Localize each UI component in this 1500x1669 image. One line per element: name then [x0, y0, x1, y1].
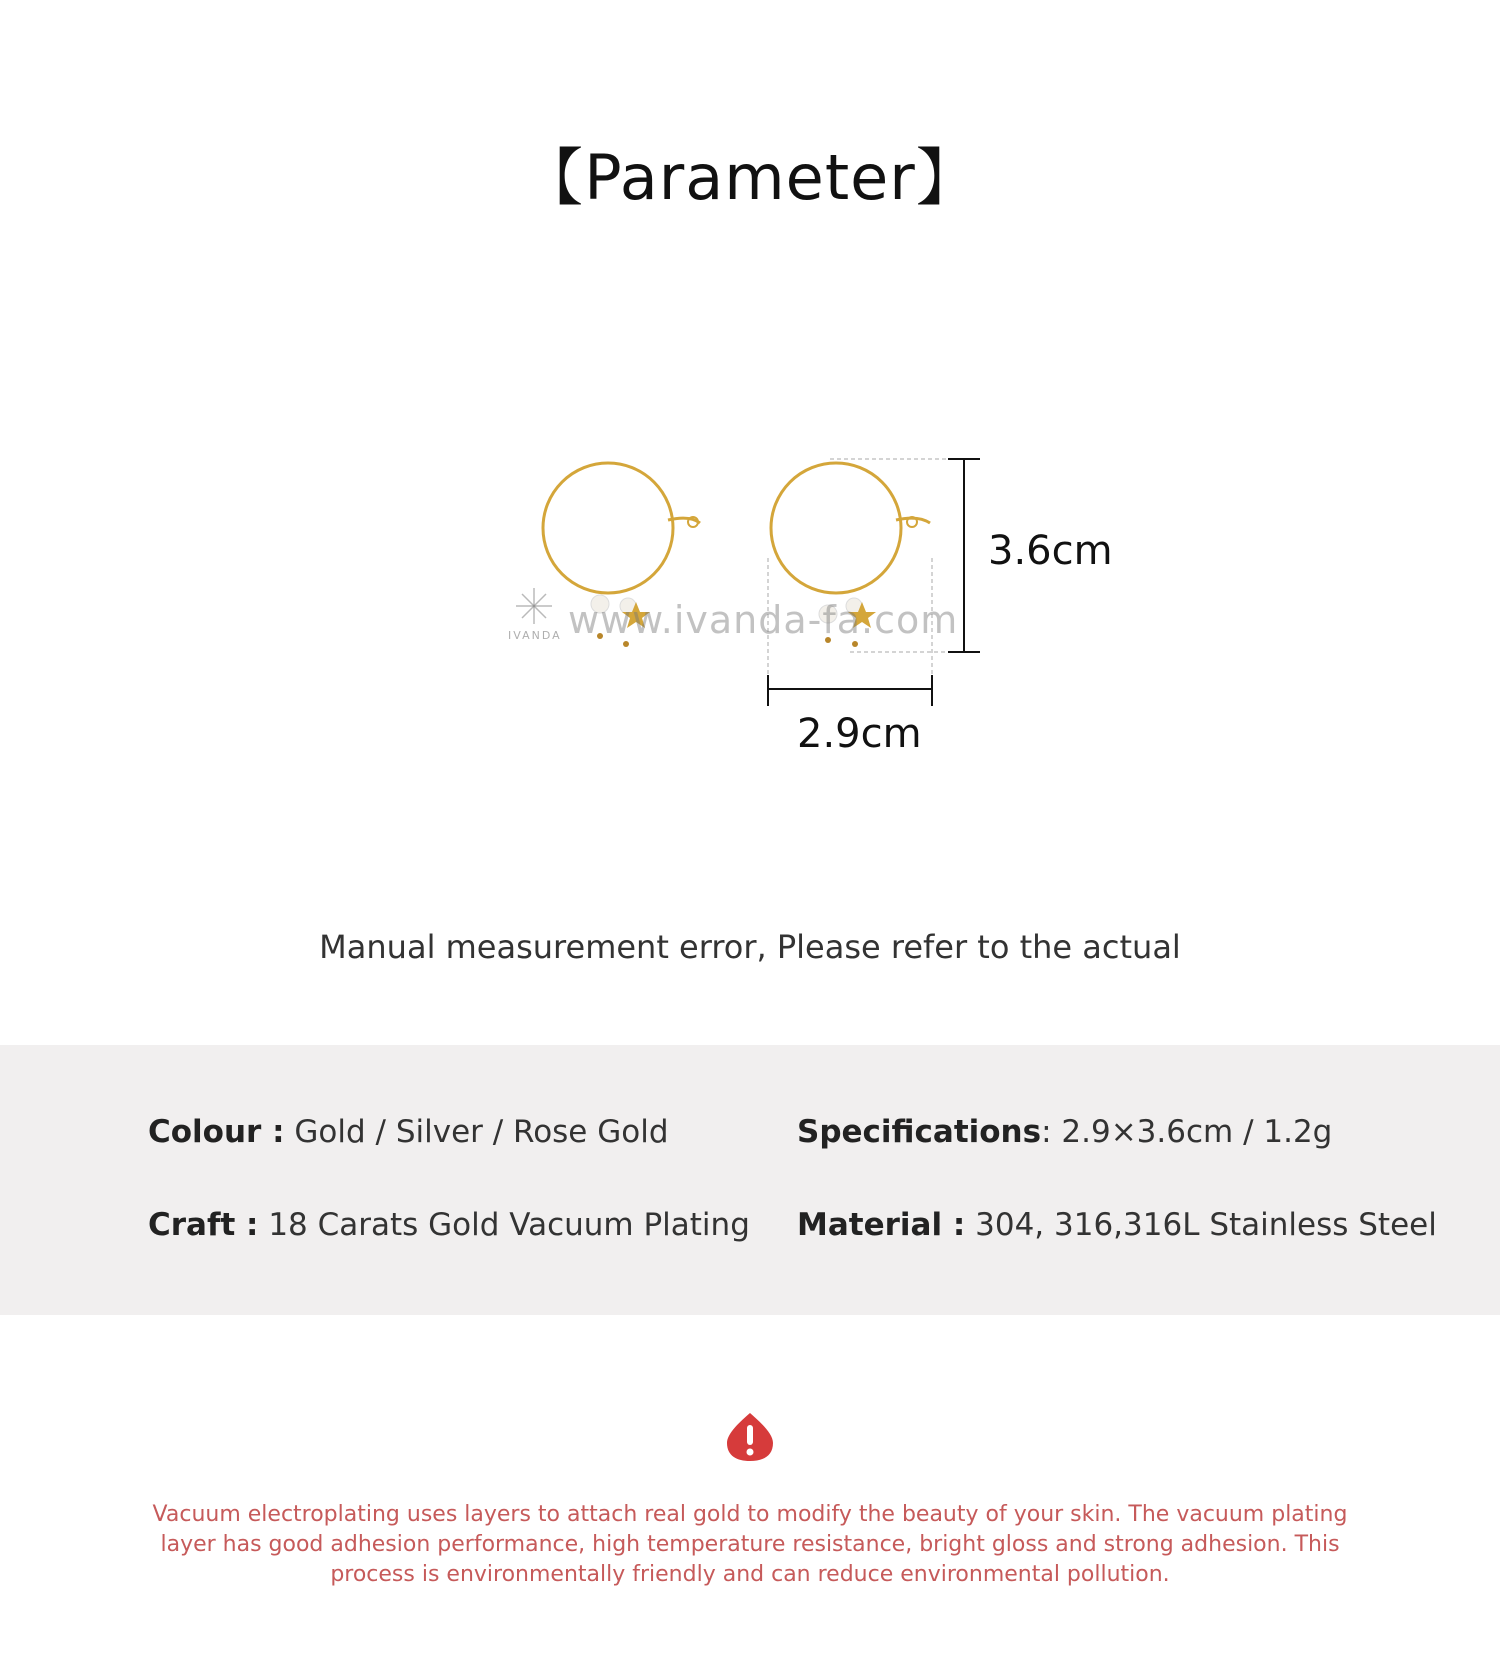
spec-material-value: 304, 316,316L Stainless Steel [975, 1207, 1437, 1243]
spec-specifications-value: : 2.9×3.6cm / 1.2g [1041, 1114, 1333, 1150]
spec-specifications [797, 1114, 1332, 1150]
watermark-star-icon [516, 588, 552, 624]
spec-band [0, 1045, 1500, 1315]
earring-dimension-figure [0, 0, 1500, 800]
width-label: 2.9cm [797, 711, 922, 757]
spec-material-key: Material : [797, 1207, 966, 1243]
spec-specifications-key: Specifications [797, 1114, 1042, 1150]
page-title: 【Parameter】 [521, 141, 979, 214]
watermark-brand: IVANDA [508, 629, 562, 642]
spec-colour [148, 1114, 669, 1150]
spec-colour-key: Colour : [148, 1114, 285, 1150]
height-label: 3.6cm [988, 528, 1113, 574]
width-dimension-line [768, 675, 932, 706]
spec-craft [148, 1207, 750, 1243]
watermark-url: www.ivanda-fa.com [568, 598, 959, 642]
vacuum-plating-warning: Vacuum electroplating uses layers to attach real gold to modify the beauty of your skin. The vacuum plating layer has good adhesion performance, high temperature resistance, bright gloss and strong adhesion. This process is environmentally friendly and can reduce environmental pollution. [152, 1502, 1348, 1587]
earring-illustration [0, 0, 1500, 800]
measurement-note: Manual measurement error, Please refer to the actual [319, 928, 1181, 966]
alert-icon [725, 1411, 775, 1463]
spec-craft-key: Craft : [148, 1207, 259, 1243]
spec-material [797, 1207, 1437, 1243]
spec-colour-value: Gold / Silver / Rose Gold [294, 1114, 669, 1150]
dashed-guides [768, 459, 962, 680]
spec-craft-value: 18 Carats Gold Vacuum Plating [268, 1207, 750, 1243]
